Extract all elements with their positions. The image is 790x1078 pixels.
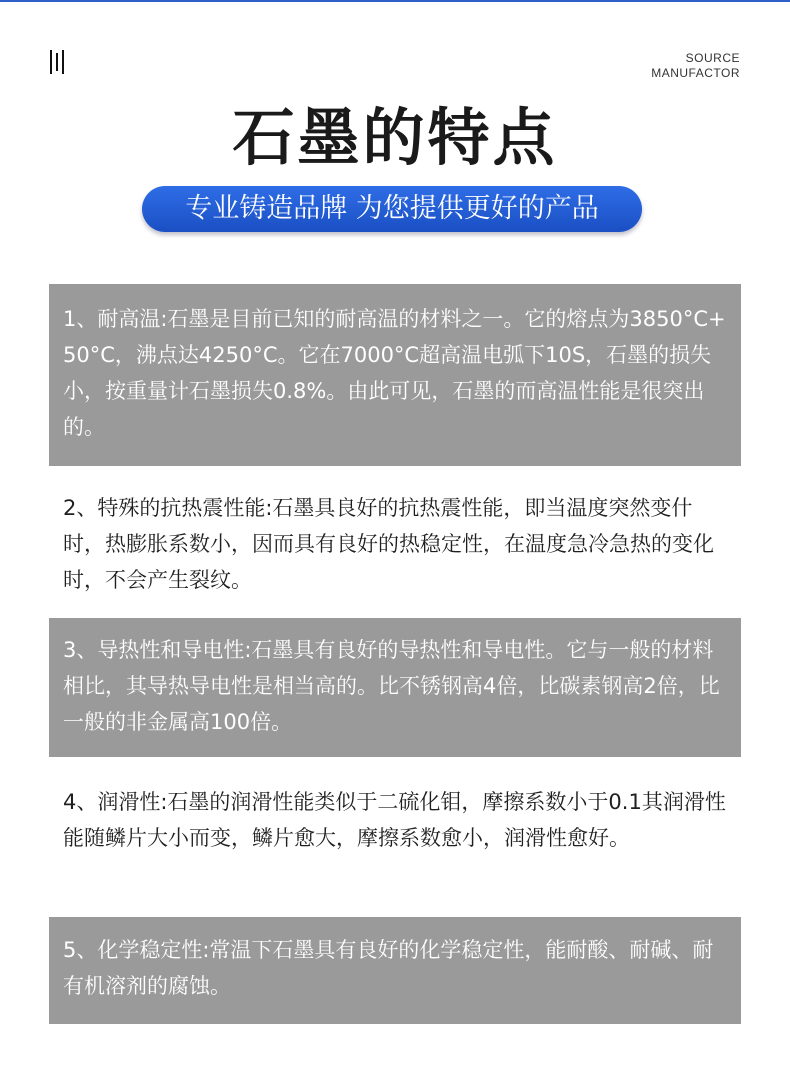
feature-text: 2、特殊的抗热震性能:石墨具良好的抗热震性能，即当温度突然变什时，热膨胀系数小，因而具有良好的热稳定性，在温度急冷急热的变化时，不会产生裂纹。 [63,496,714,592]
top-accent-rule [0,0,790,2]
source-label-line1: SOURCE [685,51,740,65]
feature-block-lubricity [49,770,741,904]
feature-block-high-temperature [49,284,741,466]
feature-text: 1、耐高温:石墨是目前已知的耐高温的材料之一。它的熔点为3850°C+50°C，沸点达4250°C。它在7000°C超高温电弧下10S，石墨的损失小，按重量计石墨损失0.8%。由此可见，石墨的而高温性能是很突出的。 [63,307,726,439]
feature-block-thermal-shock [49,476,741,610]
source-manufactor-label [651,51,740,81]
feature-block-conductivity [49,618,741,757]
feature-block-chemical-stability [49,917,741,1024]
feature-text: 4、润滑性:石墨的润滑性能类似于二硫化钼，摩擦系数小于0.1其润滑性能随鳞片大小而变，鳞片愈大，摩擦系数愈小，润滑性愈好。 [63,790,726,850]
source-label-line2: MANUFACTOR [651,66,740,80]
page-title: 石墨的特点 [232,101,558,174]
feature-text: 5、化学稳定性:常温下石墨具有良好的化学稳定性，能耐酸、耐碱、耐有机溶剂的腐蚀。 [63,938,714,998]
subtitle-banner: 专业铸造品牌 为您提供更好的产品 [142,186,642,232]
bars-decoration-icon [50,50,66,74]
feature-text: 3、导热性和导电性:石墨具有良好的导热性和导电性。它与一般的材料相比，其导热导电性是相当高的。比不锈钢高4倍，比碳素钢高2倍，比一般的非金属高100倍。 [63,638,720,734]
